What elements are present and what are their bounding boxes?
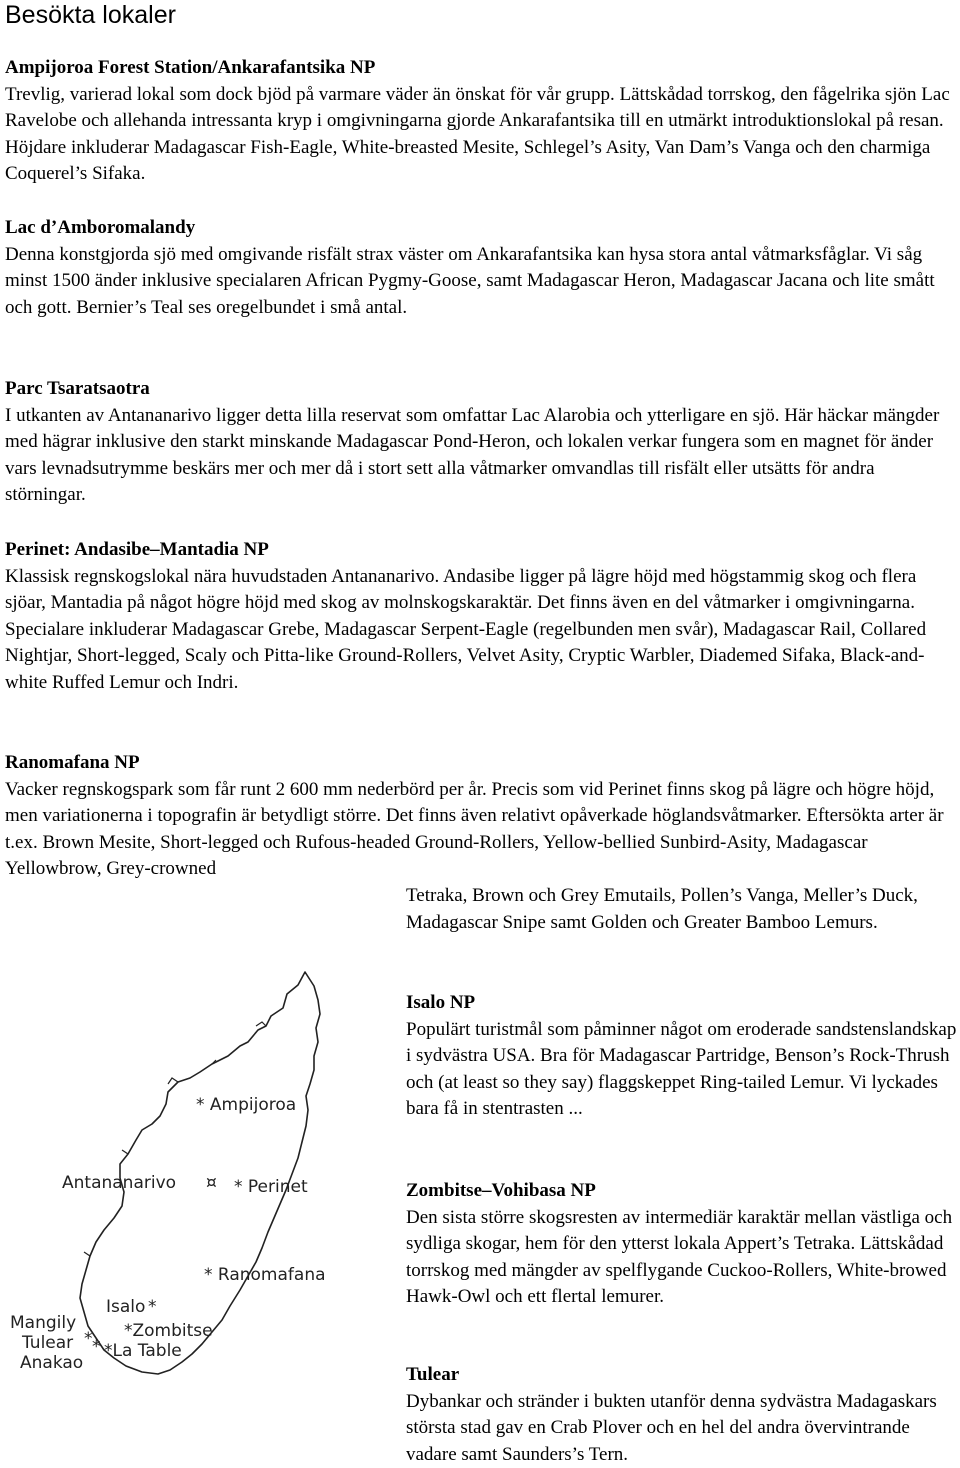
map-label-isalo: Isalo bbox=[106, 1297, 146, 1317]
section-heading: Perinet: Andasibe–Mantadia NP bbox=[5, 539, 269, 560]
section-body: I utkanten av Antananarivo ligger detta lilla reservat som omfattar Lac Alarobia och ytterligare en sjö. Här häckar mängder med hägrar inklusive den starkt minskande Madagascar Pond-Heron, och lokalen verkar fungera som en magnet för änder vars levnadsutrymme beskärs mer och mer då i stort sett alla våtmarker omvandlas till risfält eller utsätts för andra störningar. bbox=[5, 404, 940, 506]
section-ampijoroa bbox=[5, 55, 957, 188]
section-zombitse bbox=[406, 1178, 959, 1311]
section-body: Vacker regnskogspark som får runt 2 600 mm nederbörd per år. Precis som vid Perinet finns skog på lägre och högre höjd, men variationerna i topografin är betydligt större. Det finns även relativt opåverkade höglandsvåtmarker. Eftersökta arter är t.ex. Brown Mesite, Short-legged och Rufous-headed Ground-Rollers, Yellow-bellied Sunbird-Asity, Madagascar Yellowbrow, Grey-crowned bbox=[5, 778, 944, 880]
section-body-continued: Tetraka, Brown och Grey Emutails, Pollen’s Vanga, Meller’s Duck, Madagascar Snipe samt Golden och Greater Bamboo Lemurs. bbox=[406, 884, 918, 933]
section-body: Dybankar och stränder i bukten utanför denna sydvästra Madagaskars största stad gav en Crab Plover och en hel del andra övervintrande vadare samt Saunders’s Tern. bbox=[406, 1390, 937, 1465]
page-title: Besökta lokaler bbox=[5, 1, 176, 29]
map-label-ampijoroa: * Ampijoroa bbox=[196, 1095, 297, 1115]
map-label-anakao: Anakao bbox=[20, 1353, 84, 1373]
map-label-antananarivo: Antananarivo bbox=[62, 1173, 177, 1193]
map-marker-isalo: * bbox=[148, 1297, 157, 1317]
section-body: Klassisk regnskogslokal nära huvudstaden Antananarivo. Andasibe ligger på lägre höjd med högstammig skog och flera sjöar, Mantadia på något högre höjd med skog av molnskogskaraktär. Det finns även en del våtmarker i omgivningarna. Specialare inkluderar Madagascar Grebe, Madagascar Serpent-Eagle (regelbunden men svår), Madagascar Rail, Collared Nightjar, Short-legged, Scaly och Pitta-like Ground-Rollers, Velvet Asity, Cryptic Warbler, Diademed Sifaka, Black-and-white Ruffed Lemur och Indri. bbox=[5, 565, 927, 693]
section-heading: Ranomafana NP bbox=[5, 752, 140, 773]
map-label-la-table: *La Table bbox=[104, 1341, 182, 1361]
section-heading: Parc Tsaratsaotra bbox=[5, 378, 150, 399]
section-amboromalandy bbox=[5, 215, 957, 321]
section-body: Trevlig, varierad lokal som dock bjöd på varmare väder än önskat för vår grupp. Lättskådad torrskog, den fågelrika sjön Lac Ravelobe och allehanda intressanta kryp i omgivningarna gjorde Ankarafantsika till en utmärkt introduktionslokal på resan. Höjdare inkluderar Madagascar Fish-Eagle, White-breasted Mesite, Schlegel’s Asity, Van Dam’s Vanga och den charmiga Coquerel’s Sifaka. bbox=[5, 83, 950, 185]
map-marker-antananarivo: ¤ bbox=[206, 1173, 217, 1193]
map-label-ranomafana: * Ranomafana bbox=[204, 1265, 326, 1285]
madagascar-map bbox=[0, 960, 380, 1380]
section-ranomafana bbox=[5, 750, 957, 936]
map-label-mangily: Mangily bbox=[10, 1313, 77, 1333]
map-marker-tulear: * bbox=[92, 1337, 101, 1357]
section-heading: Lac d’Amboromalandy bbox=[5, 217, 196, 238]
section-tsaratsaotra bbox=[5, 376, 957, 509]
section-body: Den sista större skogsresten av intermediär karaktär mellan västliga och sydliga skogar, hem för den ytterst lokala Appert’s Tetraka. Lättskådad torrskog med mängder av spelflygande Cuckoo-Rollers, White-browed Hawk-Owl och ett flertal lemurer. bbox=[406, 1206, 953, 1308]
section-isalo bbox=[406, 990, 959, 1123]
section-heading: Isalo NP bbox=[406, 992, 476, 1013]
section-body: Populärt turistmål som påminner något om eroderade sandstenslandskap i sydvästra USA. Bra för Madagascar Partridge, Benson’s Rock-Thrush och (at least so they say) flaggskeppet Ring-tailed Lemur. Vi lyckades bara få in stentrasten ... bbox=[406, 1018, 957, 1120]
section-perinet bbox=[5, 537, 957, 697]
map-marker-mangily: * bbox=[84, 1329, 93, 1349]
section-heading: Tulear bbox=[406, 1364, 460, 1385]
section-tulear bbox=[406, 1362, 959, 1468]
section-heading: Ampijoroa Forest Station/Ankarafantsika NP bbox=[5, 57, 376, 78]
map-label-perinet: * Perinet bbox=[234, 1177, 308, 1197]
section-heading: Zombitse–Vohibasa NP bbox=[406, 1180, 596, 1201]
section-body: Denna konstgjorda sjö med omgivande risfält strax väster om Ankarafantsika kan hysa stora antal våtmarksfåglar. Vi såg minst 1500 änder inklusive specialaren African Pygmy-Goose, samt Madagascar Heron, Madagascar Jacana och lite smått och gott. Bernier’s Teal ses oregelbundet i små antal. bbox=[5, 243, 935, 318]
map-label-zombitse: *Zombitse bbox=[124, 1321, 213, 1341]
map-label-tulear: Tulear bbox=[22, 1333, 74, 1353]
madagascar-map-svg bbox=[0, 960, 380, 1380]
